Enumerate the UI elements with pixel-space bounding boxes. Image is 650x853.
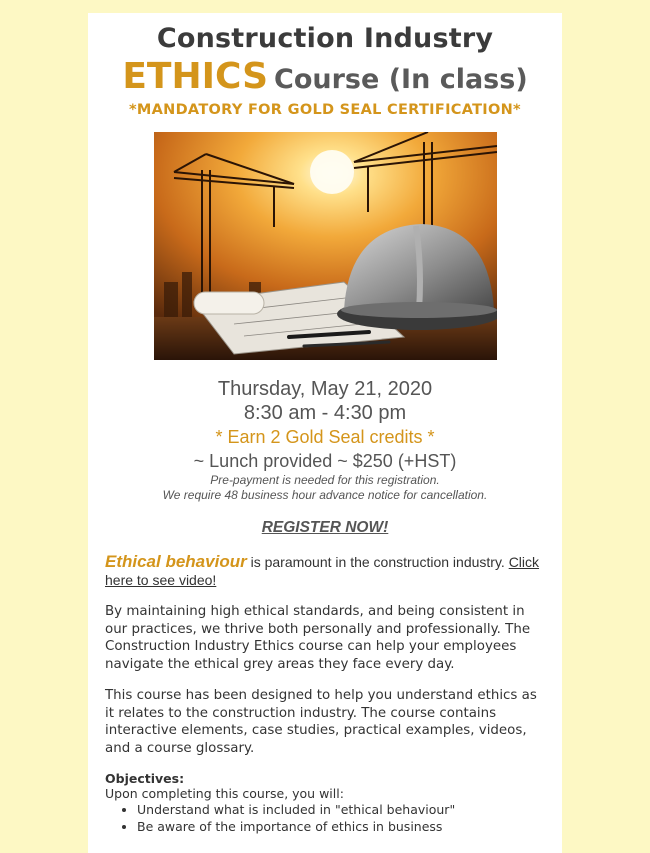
ethical-behaviour-lead: Ethical behaviour xyxy=(105,552,247,571)
lunch-price: ~ Lunch provided ~ $250 (+HST) xyxy=(193,451,457,471)
page-title: Construction Industry xyxy=(156,23,494,54)
video-link[interactable]: Click here to see video! xyxy=(105,554,540,588)
newsletter-card xyxy=(88,13,562,853)
event-time: 8:30 am - 4:30 pm xyxy=(243,402,407,424)
event-details xyxy=(88,377,562,503)
objectives-heading: Objectives: xyxy=(105,771,185,786)
intro-paragraph xyxy=(105,553,545,589)
hero-image xyxy=(154,132,497,360)
intro-text: is paramount in the construction industry. xyxy=(246,554,509,570)
objectives-subtitle: Upon completing this course, you will: xyxy=(105,786,344,801)
objectives-list xyxy=(105,802,545,835)
list-item: • Be aware of the importance of ethics in business xyxy=(137,819,545,836)
gold-seal-credits: * Earn 2 Gold Seal credits * xyxy=(215,427,435,447)
paragraph-course-design: This course has been designed to help you understand ethics as it relates to the construction industry. The course contains interactive elements, case studies, practical examples, videos, and a course glossary. xyxy=(105,688,537,756)
mandatory-notice: *MANDATORY FOR GOLD SEAL CERTIFICATION* xyxy=(129,102,521,118)
paragraph-standards: By maintaining high ethical standards, and being consistent in our practices, we thrive both personally and professionally. The Construction Industry Ethics course can help your employees navigate the ethical grey areas they face every day. xyxy=(105,604,531,672)
course-description xyxy=(88,553,562,835)
register-now-link[interactable]: REGISTER NOW! xyxy=(261,519,389,536)
course-title xyxy=(88,56,562,104)
prepayment-note: Pre-payment is needed for this registration. xyxy=(210,473,440,487)
register-section xyxy=(88,519,562,537)
event-date: Thursday, May 21, 2020 xyxy=(217,378,433,400)
ethics-heading: ETHICS xyxy=(122,56,269,97)
list-item: • Understand what is included in "ethical behaviour" xyxy=(137,802,545,819)
course-type-heading: Course (In class) xyxy=(274,64,528,95)
cancellation-note: We require 48 business hour advance notice for cancellation. xyxy=(162,488,488,502)
